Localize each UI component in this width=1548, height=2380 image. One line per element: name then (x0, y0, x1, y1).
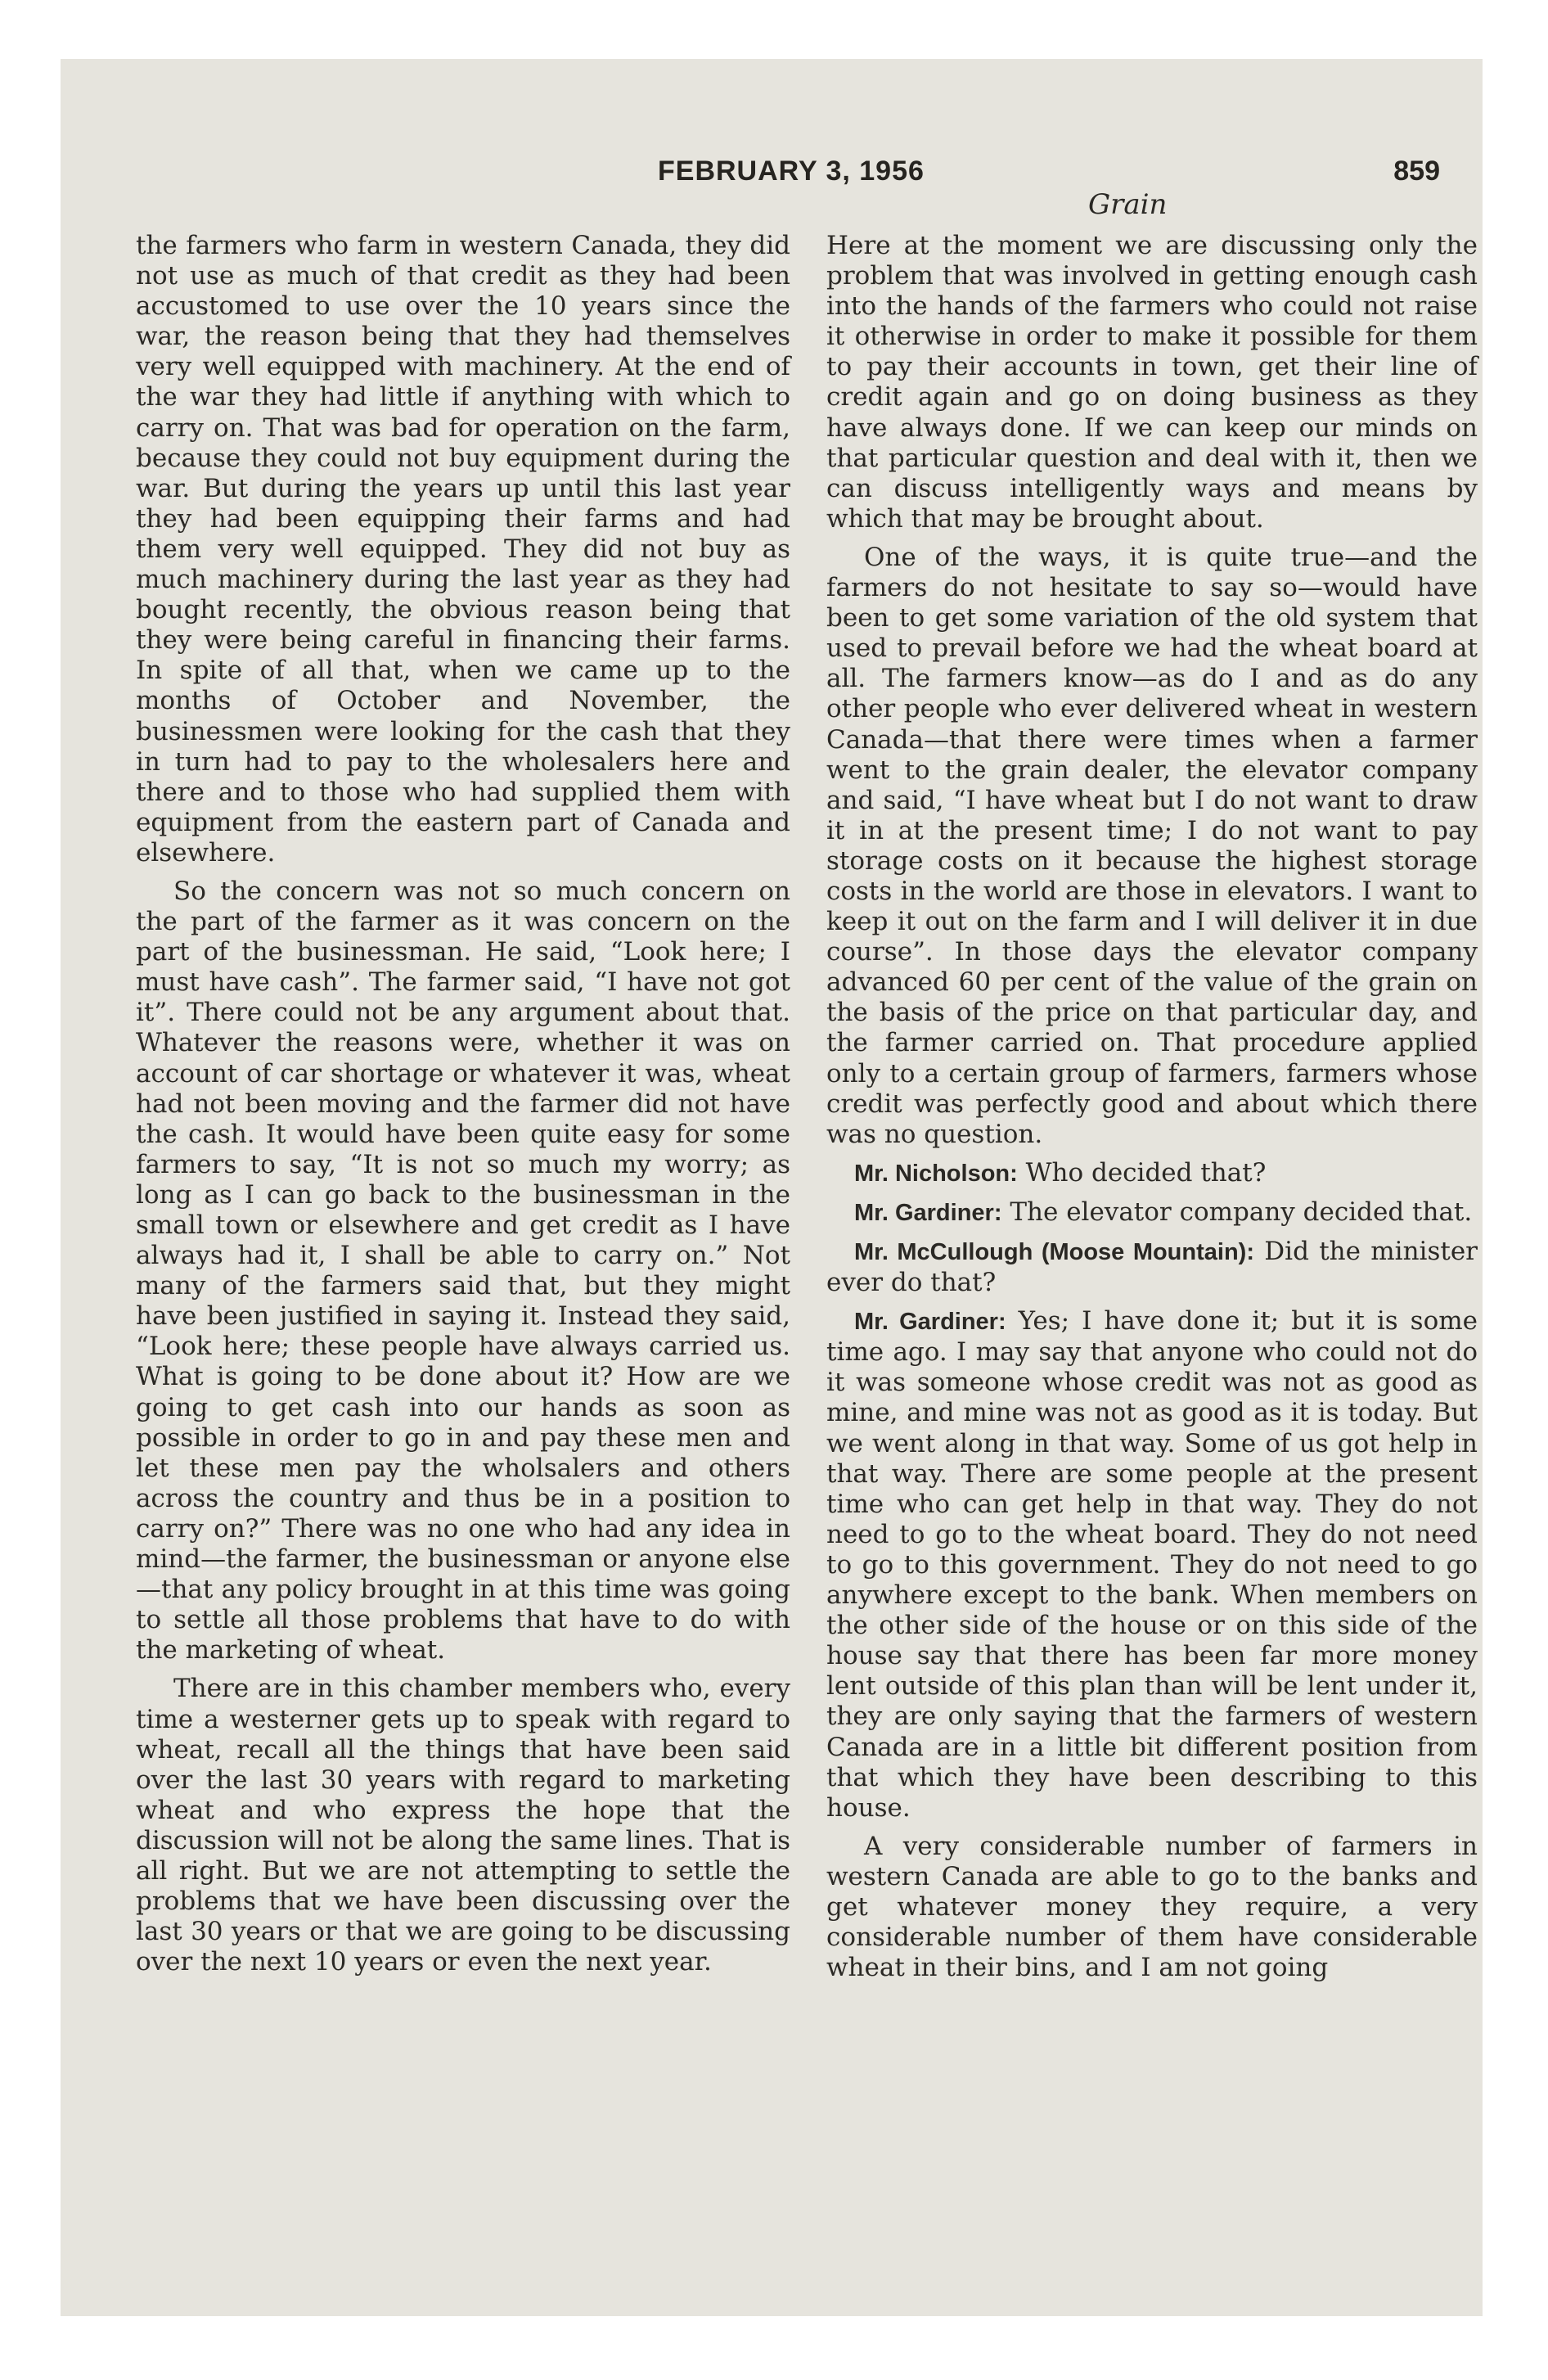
speech (826, 1237, 1478, 1298)
speech-text: Did the minister ever do that? (826, 1237, 1478, 1298)
section-title: Grain (1088, 188, 1168, 221)
speech (826, 1306, 1478, 1823)
paragraph: So the concern was not so much concern on the part of the farmer as it was concern on the part of the businessman. He said, “Look here; I must have cash”. The farmer said, “I have not got it”. There could not be any argument about that. Whatever the reasons were, whether it was on account of car shortage or whatever it was, wheat had not been moving and the farmer did not have the cash. It would have been quite easy for some farmers to say, “It is not so much my worry; as long as I can go back to the businessman in the small town or elsewhere and get credit as I have always had it, I shall be able to carry on.” Not many of the farmers said that, but they might have been justified in saying it. Instead they said, “Look here; these people have always carried us. What is going to be done about it? How are we going to get cash into our hands as soon as possible in order to go in and pay these men and let these men pay the wholsalers and others across the country and thus be in a position to carry on?” There was no one who had any idea in mind—the farmer, the businessman or anyone else—that any policy brought in at this time was going to settle all those problems that have to do with the marketing of wheat. (136, 876, 790, 1666)
speech-text: Who decided that? (1017, 1157, 1267, 1188)
speaker-name: Mr. McCullough (Moose Mountain): (854, 1239, 1254, 1265)
speaker-name: Mr. Gardiner: (854, 1199, 1002, 1226)
speaker-name: Mr. Nicholson: (854, 1160, 1018, 1187)
speech (826, 1197, 1478, 1228)
paragraph: the farmers who farm in western Canada, they did not use as much of that credit as they had been accustomed to use over the 10 years since the war, the reason being that they had themselves very well equipped with machinery. At the end of the war they had little if anything with which to carry on. That was bad for operation on the farm, because they could not buy equipment during the war. But during the years up until this last year they had been equipping their farms and had them very well equipped. They did not buy as much machinery during the last year as they had bought recently, the obvious reason being that they were being careful in financing their farms. In spite of all that, when we came up to the months of October and November, the businessmen were looking for the cash that they in turn had to pay to the wholesalers here and there and to those who had supplied them with equipment from the eastern part of Canada and elsewhere. (136, 231, 790, 868)
paragraph: There are in this chamber members who, every time a westerner gets up to speak with regard to wheat, recall all the things that have been said over the last 30 years with regard to marketing wheat and who express the hope that the discussion will not be along the same lines. That is all right. But we are not attempting to settle the problems that we have been discussing over the last 30 years or that we are going to be discussing over the next 10 years or even the next year. (136, 1674, 790, 1977)
page-date: FEBRUARY 3, 1956 (658, 156, 925, 187)
speech-text: The elevator company decided that. (1001, 1197, 1473, 1227)
speaker-name: Mr. Gardiner: (854, 1309, 1006, 1336)
speech (826, 1158, 1478, 1189)
paragraph: A very considerable number of farmers in western Canada are able to go to the banks and get whatever money they require, a very considerable number of them have considerable wheat in their bins, and I am not going (826, 1831, 1478, 1983)
speech-text: Yes; I have done it; but it is some time ago. I may say that anyone who could not do it was someone whose credit was not as good as mine, and mine was not as good as it is today. But we went along in that way. Some of us got help in that way. There are some people at the present time who can get help in that way. They do not need to go to the wheat board. They do not need to go to this government. They do not need to go anywhere except to the bank. When members on the other side of the house or on this side of the house say that there has been far more money lent outside of this plan than will be lent under it, they are only saying that the farmers of western Canada are in a little bit different position from that which they have been describing to this house. (826, 1306, 1478, 1823)
left-column (136, 231, 790, 1986)
paragraph: One of the ways, it is quite true—and the farmers do not hesitate to say so—would have been to get some variation of the old system that used to prevail before we had the wheat board at all. The farmers know—as do I and as do any other people who ever delivered wheat in western Canada—that there were times when a farmer went to the grain dealer, the elevator company and said, “I have wheat but I do not want to draw it in at the present time; I do not want to pay storage costs on it because the highest storage costs in the world are those in elevators. I want to keep it out on the farm and I will deliver it in due course”. In those days the elevator company advanced 60 per cent of the value of the grain on the basis of the price on that particular day, and the farmer carried on. That procedure applied only to a certain group of farmers, farmers whose credit was perfectly good and about which there was no question. (826, 542, 1478, 1149)
paragraph: Here at the moment we are discussing only the problem that was involved in getting enough cash into the hands of the farmers who could not raise it otherwise in order to make it possible for them to pay their accounts in town, get their line of credit again and go on doing business as they have always done. If we can keep our minds on that particular question and deal with it, then we can discuss intelligently ways and means by which that may be brought about. (826, 231, 1478, 534)
page-number: 859 (1393, 156, 1440, 187)
right-column (826, 231, 1478, 1991)
page-header (61, 156, 1483, 205)
